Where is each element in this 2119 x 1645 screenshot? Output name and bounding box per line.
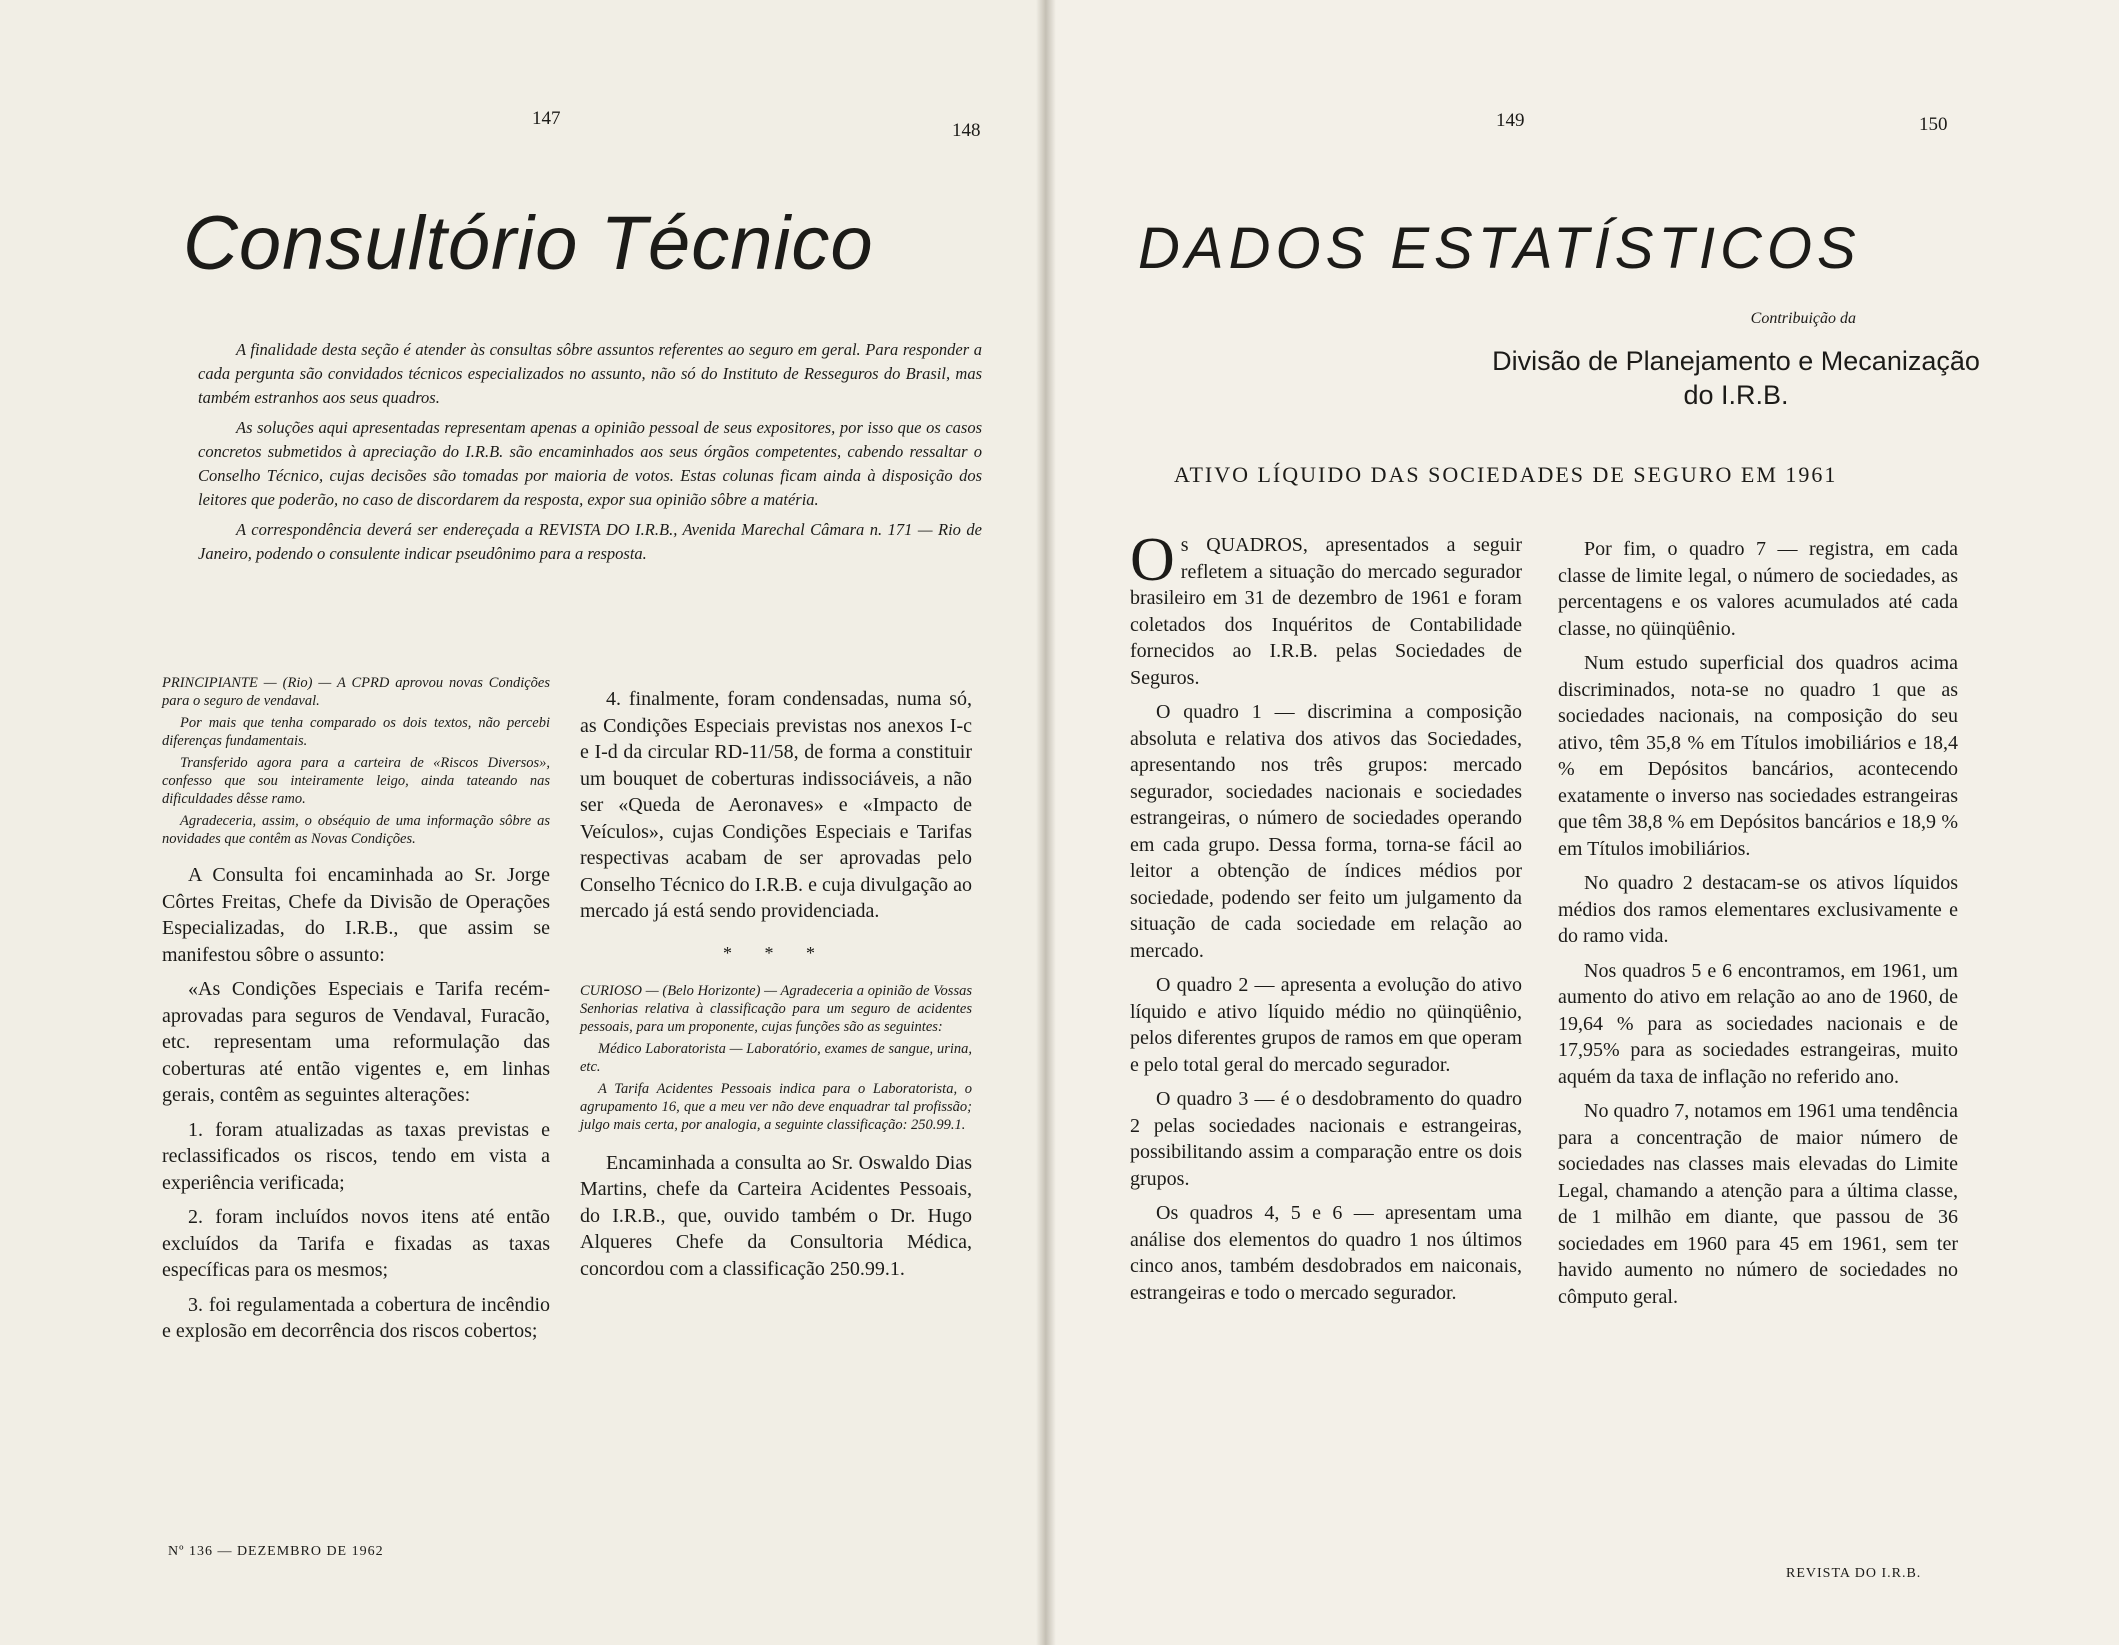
page-number: 148 [952,120,981,141]
section-separator: * * * [723,942,829,963]
query-paragraph: A Tarifa Acidentes Pessoais indica para o Laboratorista, o agrupamento 16, que a meu ver não deve enquadrar tal profissão; julgo mais certa, por analogia, a seguinte classificação: 250.99.1. [580,1080,972,1133]
contribution-division [1426,344,2046,412]
stats-paragraph: Os QUADROS, apresentados a seguir refletem a situação do mercado segurador brasileiro em 31 de dezembro de 1961 e foram coletados dos Inquéritos de Contabilidade fornecidos ao I.R.B. pelas Sociedades de Seguros. [1130,526,1522,689]
stats-paragraph: Por fim, o quadro 7 — registra, em cada classe de limite legal, o número de sociedades, as percentagens e os valores acumulados até cada classe, no qüinqüênio. [1558,538,1958,640]
query-paragraph: Agradeceria, assim, o obséquio de uma informação sôbre as novidades que contêm as Novas Condições. [162,813,550,847]
answer-paragraph: «As Condições Especiais e Tarifa recém-aprovadas para seguros de Vendaval, Furacão, etc. representam uma reformulação das coberturas até então vigentes e, em linhas gerais, contêm as seguintes alterações: [162,978,550,1106]
stats-paragraph: O quadro 1 — discrimina a composição absoluta e relativa dos ativos das Sociedades, apresentando nos três grupos: mercado segurador, sociedades nacionais e sociedades estrangeiras, o número de sociedades operando em cada grupo. Dessa forma, torna-se fácil ao leitor a obtenção de índices médios por sociedade, podendo ser feito um julgamento da situação de cada sociedade em relação ao mercado. [1130,701,1522,962]
query-paragraph: Por mais que tenha comparado os dois textos, não percebi diferenças fundamentais. [162,715,550,749]
section-title: ATIVO LÍQUIDO DAS SOCIEDADES DE SEGURO EM 1961 [1174,462,1838,487]
contribution-label: Contribuição da [1750,310,1856,327]
query-curioso [580,982,972,1134]
division-org: do I.R.B. [1683,380,1789,410]
spine-gutter [1036,0,1056,1645]
page-title: Consultório Técnico [183,201,874,286]
stats-paragraph: Os quadros 4, 5 e 6 — apresentam uma análise dos elementos do quadro 1 nos últimos cinco anos, também desdobrados em naiconais, estrangeiras e todo o mercado segurador. [1130,1202,1522,1304]
page-footer: Nº 136 — DEZEMBRO DE 1962 [168,1544,384,1559]
answer-item: 2. foram incluídos novos itens até então excluídos da Tarifa e fixadas as taxas específicas para os mesmos; [162,1206,550,1281]
answer-paragraph: A Consulta foi encaminhada ao Sr. Jorge Côrtes Freitas, Chefe da Divisão de Operações Especializadas, do I.R.B., que assim se manifestou sôbre o assunto: [162,864,550,966]
stats-left-column [1130,526,1522,1314]
intro-paragraph: As soluções aqui apresentadas representam apenas a opinião pessoal de seus expositores, por isso que os casos concretos submetidos à apreciação do I.R.B. são encaminhados aos seus órgãos competentes, cabendo ressaltar o Conselho Técnico, cujas decisões são tomadas por maioria de votos. Estas colunas ficam ainda à disposição dos leitores que poderão, no caso de discordarem da resposta, expor sua opinião sôbre a matéria. [198,418,982,509]
query-paragraph: Transferido agora para a carteira de «Riscos Diversos», confesso que sou inteiramente leigo, ainda tateando nas dificuldades dêsse ramo. [162,755,550,807]
query-paragraph: Médico Laboratorista — Laboratório, exames de sangue, urina, etc. [580,1040,972,1075]
answer-item: 3. foi regulamentada a cobertura de incêndio e explosão em decorrência dos riscos cobertos; [162,1293,550,1342]
page-number: 149 [1496,110,1525,131]
section-intro [198,338,982,572]
page-number: 147 [532,108,561,129]
answer-item: 1. foram atualizadas as taxas previstas e reclassificados os riscos, tendo em vista a experiência verificada; [162,1118,550,1194]
left-column [162,674,550,1353]
stats-paragraph: O quadro 2 — apresenta a evolução do ativo líquido e ativo líquido médio no qüinqüênio, pelos diferentes grupos de ramos em que operam e pelo total geral do mercado segurador. [1130,974,1522,1076]
right-column [580,686,972,1290]
page-footer: REVISTA DO I.R.B. [1786,1566,1922,1581]
stats-paragraph: No quadro 7, notamos em 1961 uma tendência para a concentração de maior número de sociedades nas classes mais elevadas do Limite Legal, chamando a atenção para a última classe, de 1 milhão em diante, que passou de 36 sociedades em 1960 para 45 em 1961, sem ter havido aumento no número de sociedades no cômputo geral. [1558,1100,1958,1308]
answer-item: 4. finalmente, foram condensadas, numa só, as Condições Especiais previstas nos anexos I-c e I-d da circular RD-11/58, de forma a constituir um bouquet de coberturas indissociáveis, a não ser «Queda de Aeronaves» e «Impacto de Veículos», cujas Condições Especiais e Tarifas respectivas acabam de ser aprovadas pelo Conselho Técnico do I.R.B. e cuja divulgação ao mercado já está sendo providenciada. [580,688,972,922]
page-number: 150 [1919,114,1948,135]
answer-continuation [580,686,972,925]
division-name: Divisão de Planejamento e Mecanização [1492,346,1980,376]
query-principiante [162,674,550,848]
stats-paragraph: Num estudo superficial dos quadros acima discriminados, nota-se no quadro 1 que as sociedades nacionais, na composição do seu ativo, têm 35,8 % em Títulos imobiliários e 18,4 % em Depósitos bancários, acontecendo exatamente o inverso nas sociedades estrangeiras que têm 38,8 % em Depósitos bancários e 18,9 % em Títulos imobiliários. [1558,652,1958,860]
intro-paragraph: A finalidade desta seção é atender às consultas sôbre assuntos referentes ao seguro em geral. Para responder a cada pergunta são convidados técnicos especializados no assunto, não só do Instituto de Resseguros do Brasil, mas também estranhos aos seus quadros. [198,340,982,407]
stats-paragraph: O quadro 3 — é o desdobramento do quadro 2 pelas sociedades nacionais e estrangeiras, possibilitando assim a comparação entre os dois grupos. [1130,1088,1522,1190]
stats-paragraph: No quadro 2 destacam-se os ativos líquidos médios dos ramos elementares exclusivamente e do ramo vida. [1558,872,1958,947]
right-page [1046,0,2119,1645]
intro-paragraph: A correspondência deverá ser endereçada a REVISTA DO I.R.B., Avenida Marechal Câmara n. 171 — Rio de Janeiro, podendo o consulente indicar pseudônimo para a resposta. [198,520,982,563]
answer-curioso [580,1150,972,1283]
query-paragraph: PRINCIPIANTE — (Rio) — A CPRD aprovou novas Condições para o seguro de vendaval. [162,675,550,709]
answer-principiante [162,862,550,1345]
stats-right-column [1558,536,1958,1318]
drop-cap: O [1130,526,1175,594]
page-title: DADOS ESTATÍSTICOS [1138,216,1861,281]
stats-paragraph: Nos quadros 5 e 6 encontramos, em 1961, um aumento do ativo em relação ao ano de 1960, de 19,64 % para as sociedades nacionais e de 17,95% para as sociedades estrangeiras, muito aquém da taxa de inflação no referido ano. [1558,959,1958,1088]
answer-paragraph: Encaminhada a consulta ao Sr. Oswaldo Dias Martins, chefe da Carteira Acidentes Pessoais, do I.R.B., que, ouvido também o Dr. Hugo Alqueres Chefe da Consultoria Médica, concordou com a classificação 250.99.1. [580,1151,972,1280]
left-page [0,0,1046,1645]
query-paragraph: CURIOSO — (Belo Horizonte) — Agradeceria a opinião de Vossas Senhorias relativa à classificação para um seguro de acidentes pessoais, para um proponente, cujas funções são as seguintes: [580,982,972,1035]
